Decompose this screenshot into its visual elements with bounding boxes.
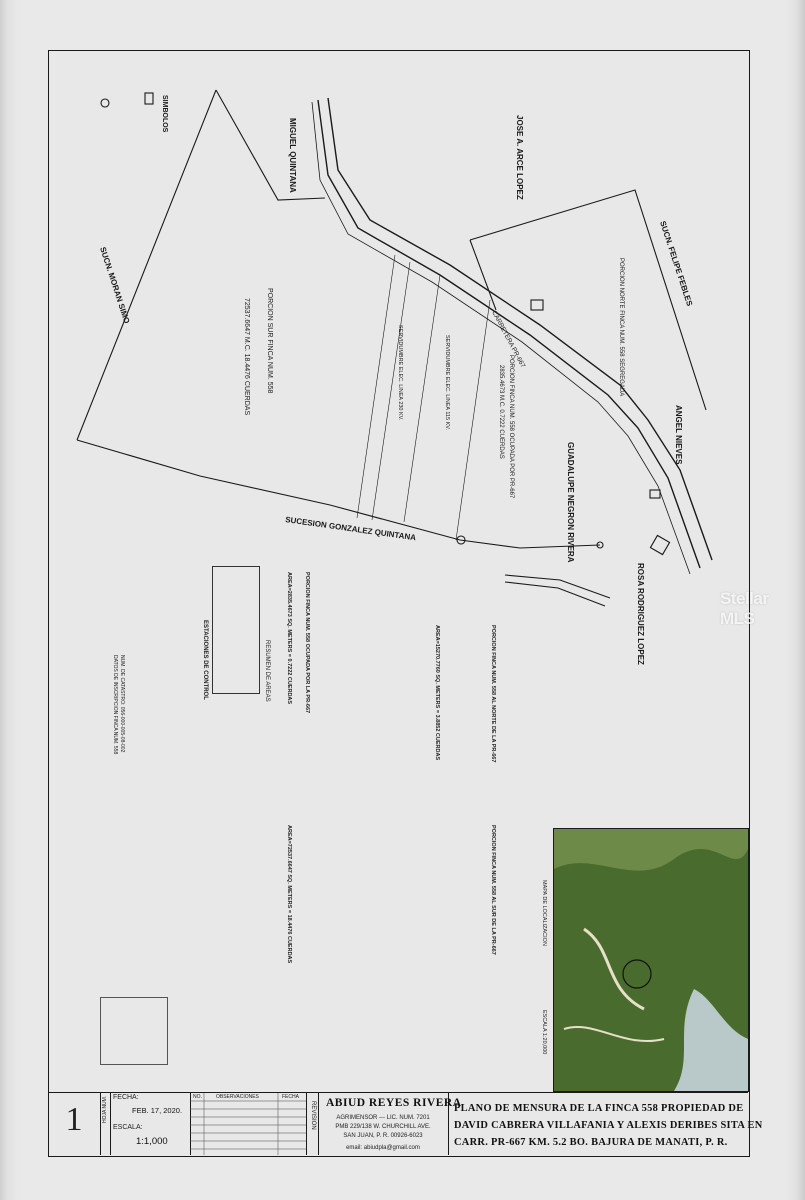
- escala-label: ESCALA:: [113, 1124, 143, 1131]
- south-area-total: AREA=72537.6647 SQ. METERS = 18.4476 CUERDAS: [286, 825, 292, 964]
- control-stations-title: ESTACIONES DE CONTROL: [202, 620, 208, 700]
- neighbor-sucesion-gonzalez: SUCESION GONZALEZ QUINTANA: [284, 515, 417, 543]
- neighbor-angel-nieves: ANGEL NIEVES: [674, 405, 683, 465]
- cadastro-number: NUM. DE CATASTRO: 056-000-005-08-002: [119, 655, 125, 753]
- road-edge-3: [312, 102, 690, 574]
- house-2: [650, 490, 660, 498]
- north-area-total: AREA=15270.7760 SQ. METERS = 3.8852 CUERDAS: [434, 625, 440, 761]
- neighbor-rosa-rodriguez: ROSA RODRIGUEZ LOPEZ: [636, 563, 645, 665]
- fecha-value: FEB. 17, 2020.: [132, 1106, 183, 1115]
- servidumbre-label-2: SERVIDUMBRE ELEC. LINEA 230 KV.: [397, 325, 403, 421]
- revisions-cell: [190, 1093, 307, 1155]
- south-parcel-area: 72537.6647 M.C. 18.4476 CUERDAS: [243, 298, 250, 416]
- plan-title-line-3: CARR. PR-667 KM. 5.2 BO. BAJURA DE MANATI, P. R.: [454, 1137, 728, 1148]
- strip-area-total: AREA=2835.4673 SQ. METERS = 0.7222 CUERDAS: [286, 572, 292, 705]
- areas-summary-table: [212, 566, 260, 694]
- surveyor-seal-placeholder: [100, 997, 168, 1065]
- obs-no-label: NO.: [193, 1094, 202, 1100]
- road-strip-area: 2835.4673 M.C. 0.7222 CUERDAS: [498, 365, 504, 459]
- neighbor-arce-lopez: JOSE A. ARCE LOPEZ: [515, 115, 524, 200]
- areas-summary-title: RESUMEN DE AREAS: [264, 640, 270, 702]
- sheet-number-cell: [48, 1093, 101, 1155]
- date-scale-cell: [110, 1093, 191, 1155]
- south-area-table-title: PORCION FINCA NUM. 558 AL SUR DE LA PR-667: [490, 825, 496, 955]
- location-map-terrain: [554, 829, 748, 1091]
- servidumbre-line-1: [357, 255, 395, 518]
- inscription-data: DATOS DE INSCRIPCION FINCA NUM. 558: [112, 655, 118, 755]
- sheet-number: 1: [65, 1101, 83, 1138]
- north-parcel-label: PORCION NORTE FINCA NUM. 558 SEGREGADA: [618, 258, 624, 397]
- road-strip-label: PORCION FINCA NUM. 558 OCUPADA POR PR-667: [508, 355, 514, 499]
- plan-title-line-1: PLANO DE MENSURA DE LA FINCA 558 PROPIEDAD DE: [454, 1103, 744, 1114]
- house-1: [531, 300, 543, 310]
- location-map: [553, 828, 749, 1092]
- servidumbre-label: SERVIDUMBRE ELEC. LINEA 115 KV.: [444, 335, 450, 430]
- boundary-west-line: [77, 90, 216, 440]
- neighbor-moran-simo: SUCN. MORAN SIMO: [98, 245, 132, 325]
- location-map-title: MAPA DE LOCALIZACION: [541, 880, 547, 946]
- surveyor-cell: [318, 1093, 462, 1155]
- lower-road-edge: [505, 575, 610, 598]
- obs-fecha-label: FECHA: [282, 1094, 299, 1100]
- location-map-scale: ESCALA 1:20,000: [541, 1010, 547, 1055]
- north-area-table-title: PORCION FINCA NUM. 558 AL NORTE DE LA PR-667: [490, 625, 496, 763]
- escala-value: 1:1,000: [136, 1136, 168, 1147]
- neighbor-miguel-quintana: MIGUEL QUINTANA: [288, 118, 297, 193]
- boundary-south-line: [77, 440, 600, 548]
- neighbor-felipe-febles: SUCN. FELIPE FEBLES: [658, 219, 695, 308]
- plan-title-cell: [448, 1093, 763, 1155]
- revision-label: REVISION: [310, 1101, 316, 1130]
- title-block: [48, 1092, 763, 1155]
- surveyor-license: AGRIMENSOR --- LIC. NUM. 7201: [336, 1115, 430, 1121]
- neighbor-guadalupe-negron: GUADALUPE NEGRON RIVERA: [566, 442, 575, 563]
- surveyor-address-1: PMB 229/138 W. CHURCHILL AVE.: [335, 1124, 431, 1130]
- revision-grid: [190, 1093, 306, 1155]
- strip-area-table-title: PORCION FINCA NUM. 558 OCUPADA POR LA PR-667: [304, 572, 310, 714]
- watermark: Stellar MLS: [720, 589, 769, 628]
- boundary-north-line: [216, 90, 325, 200]
- road-label: CARRETERA PR-667: [490, 309, 527, 370]
- boundary-east-line: [470, 190, 706, 410]
- obs-label: OBSERVACIONES: [216, 1094, 259, 1100]
- fecha-label: FECHA:: [113, 1094, 139, 1101]
- south-parcel-label: PORCION SUR FINCA NUM. 558: [266, 288, 273, 394]
- north-parcel-line: [470, 240, 496, 310]
- tree-symbol: [101, 99, 109, 107]
- lower-road-edge-2: [505, 582, 605, 606]
- house-3: [650, 535, 669, 554]
- surveyor-name: ABIUD REYES RIVERA: [326, 1097, 462, 1109]
- surveyor-email: email: abiudpla@gmail.com: [346, 1145, 420, 1151]
- servidumbre-line-4: [372, 262, 410, 520]
- symbols-title: SIMBOLOS: [161, 95, 168, 133]
- surveyor-address-2: SAN JUAN, P. R. 00926-6023: [343, 1133, 423, 1139]
- house-4: [145, 93, 153, 104]
- servidumbre-line-2: [404, 275, 440, 522]
- hoja-label: HOJA NUM.: [102, 1095, 108, 1123]
- servidumbre-line-3: [456, 300, 490, 540]
- plan-title-line-2: DAVID CABRERA VILLAFANIA Y ALEXIS DERIBES SITA EN: [454, 1120, 763, 1131]
